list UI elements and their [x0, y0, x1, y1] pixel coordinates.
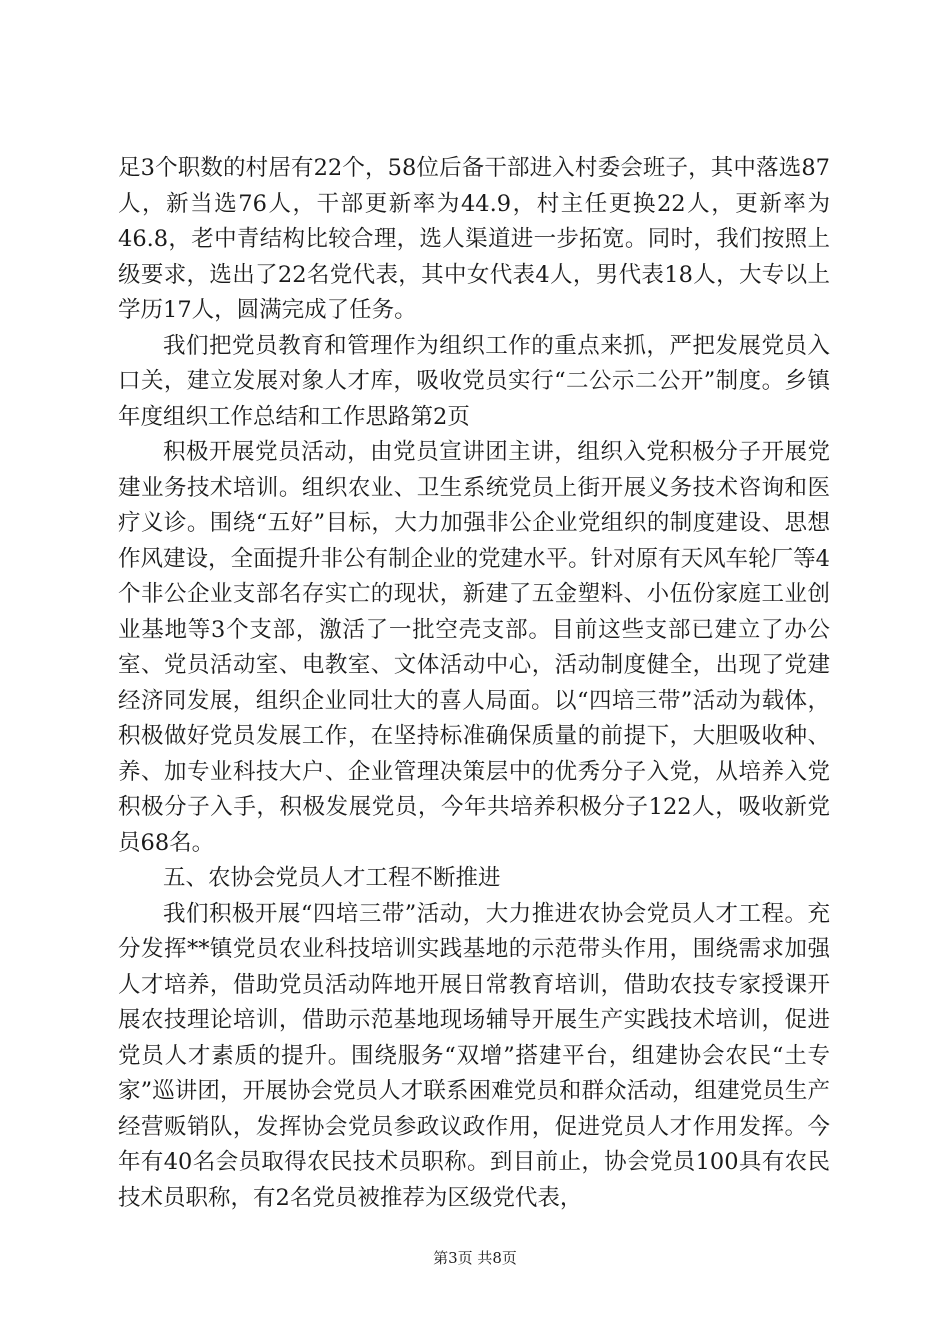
paragraph-party-activities: 积极开展党员活动，由党员宣讲团主讲，组织入党积极分子开展党建业务技术培训。组织农业、卫生系统党员上街开展义务技术咨询和医疗义诊。围绕“五好”目标，大力加强非公企业党组织的制度建设、思想作风建设，全面提升非公有制企业的党建水平。针对原有天风车轮厂等4个非公企业支部名存实亡的现状，新建了五金塑料、小伍份家庭工业创业基地等3个支部，激活了一批空壳支部。目前这些支部已建立了办公室、党员活动室、电教室、文体活动中心，活动制度健全，出现了党建经济同发展，组织企业同壮大的喜人局面。以“四培三带”活动为载体，积极做好党员发展工作，在坚持标准确保质量的前提下，大胆吸收种、养、加专业科技大户、企业管理决策层中的优秀分子入党，从培养入党积极分子入手，积极发展党员，今年共培养积极分子122人，吸收新党员68名。: [118, 439, 830, 856]
page-footer: 第3页 共8页: [433, 1249, 517, 1267]
paragraph-continued: 足3个职数的村居有22个，58位后备干部进入村委会班子，其中落选87人，新当选76人，干部更新率为44.9，村主任更换22人，更新率为46.8，老中青结构比较合理，选人渠道进一步拓宽。同时，我们按照上级要求，选出了22名党代表，其中女代表4人，男代表18人，大专以上学历17人，圆满完成了任务。: [118, 155, 830, 323]
document-body: [118, 151, 830, 1216]
section-heading-five: 五、农协会党员人才工程不断推进: [163, 865, 501, 891]
paragraph-party-education: 我们把党员教育和管理作为组织工作的重点来抓，严把发展党员入口关，建立发展对象人才库，吸收党员实行“二公示二公开”制度。乡镇年度组织工作总结和工作思路第2页: [118, 332, 830, 430]
paragraph-talent-project: 我们积极开展“四培三带”活动，大力推进农协会党员人才工程。充分发挥**镇党员农业科技培训实践基地的示范带头作用，围绕需求加强人才培养，借助党员活动阵地开展日常教育培训，借助农技专家授课开展农技理论培训，借助示范基地现场辅导开展生产实践技术培训，促进党员人才素质的提升。围绕服务“双增”搭建平台，组建协会农民“土专家”巡讲团，开展协会党员人才联系困难党员和群众活动，组建党员生产经营贩销队，发挥协会党员参政议政作用，促进党员人才作用发挥。今年有40名会员取得农民技术员职称。到目前止，协会党员100具有农民技术员职称，有2名党员被推荐为区级党代表，: [118, 900, 830, 1211]
